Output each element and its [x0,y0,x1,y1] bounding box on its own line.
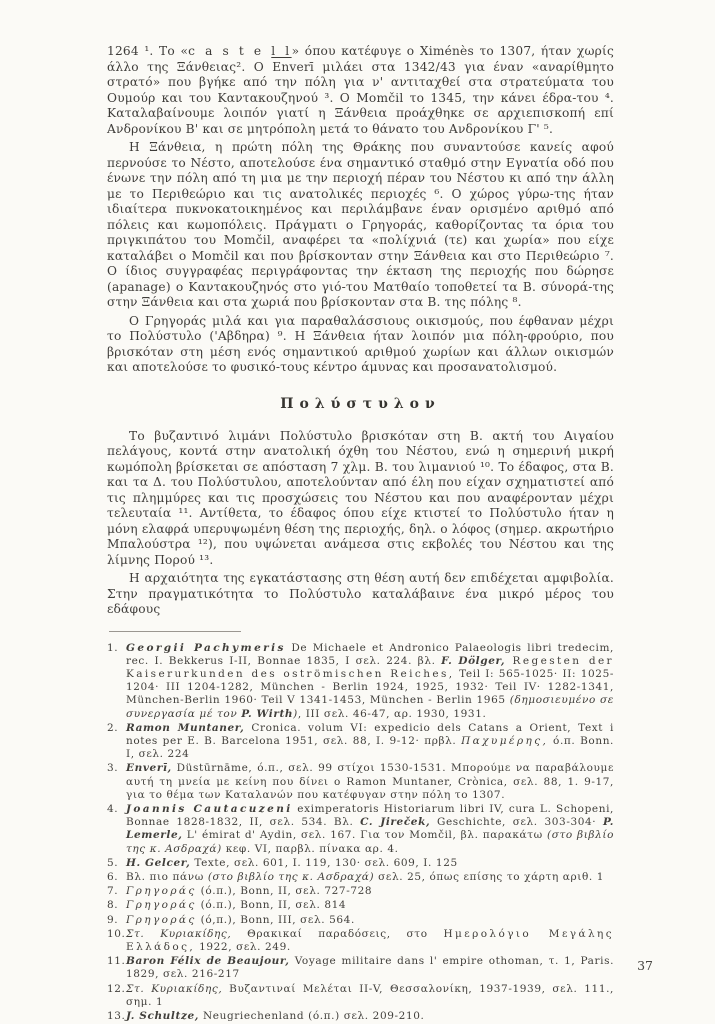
footnote [107,885,614,898]
footnote [107,857,614,870]
footnote-number: 6. [107,870,119,883]
section-heading: Πολύστυλον [280,395,441,412]
footnote [107,914,614,927]
footnote [107,899,614,912]
footnote [107,803,614,856]
footnote-number: 7. [107,885,119,898]
footnote [107,871,614,884]
footnote-number: 13. [107,1009,126,1022]
footnote-separator [109,631,241,632]
footnote-number: 3. [107,762,119,775]
footnote-text: Ramon Muntaner, Cronica. volum VI: expedicio dels Catans a Orient, Text i notes per E. B. Barcelona 1951, σελ. 88, I. 9-12· πρβλ. Παχυμέρης, ό.π. Bonn. I, σελ. 224 [126,721,614,761]
paragraph: Το βυζαντινό λιμάνι Πολύστυλο βρισκόταν στη Β. ακτή του Αιγαίου πελάγους, κοντά στην ανατολική όχθη του Νέστου, ενώ η σημερινή μικρή κωμόπολη βρίσκεται σε απόσταση 7 χλμ. Β. του λιμανιού ¹⁰. Το έδαφος, στα Β. και τα Δ. του Πολύστυλου, αποτελούνταν από έλη που είχαν σχηματιστεί από τις πλημμύρες και τις προσχώσεις του Νέστου και που αναφέρονταν μέχρι τελευταία ¹¹. Αντίθετα, το έδαφος όπου είχε κτιστεί το Πολύστυλο ήταν η μόνη ελαφρά υπερυψωμένη θέση της περιοχής, δηλ. ο λόφος (σημερ. ακρωτήριο Μπαλούστρα ¹²), που υψώνεται ανάμεσα στις εκβολές του Νέστου και της λίμνης Πορού ¹³. [107,428,614,567]
footnote [107,928,614,954]
footnote-number: 4. [107,802,119,815]
footnote-text: Στ. Κυριακίδης, Θρακικαί παραδόσεις, στο Ημερολόγιο Μεγάλης Ελλάδος, 1922, σελ. 249. [126,927,614,953]
footnotes-block [107,642,614,1024]
footnote-text: Enverī, Düstūrnāme, ό.π., σελ. 99 στίχοι 1530-1531. Μπορούμε να παραβάλουμε αυτή τη μνεία με κείνη που δίνει ο Ramon Muntaner, Crònica, σελ. 88, 1. 9-17, για το θέμα των Καταλανών που κατέφυγαν στην πόλη το 1307. [126,762,614,801]
paragraph: Η αρχαιότητα της εγκατάστασης στη θέση αυτή δεν επιδέχεται αμφιβολία. Στην πραγματικότητα το Πολύστυλο καταλάβαινε ένα μικρό μέρος του εδάφους [107,571,614,616]
footnote-text: Βλ. πιο πάνω (στο βιβλίο της κ. Ασδραχά) σελ. 25, όπως επίσης το χάρτη αριθ. 1 [126,870,605,883]
footnote [107,642,614,721]
body-text-section [107,429,614,618]
footnote-number: 5. [107,856,119,869]
footnote [107,722,614,762]
footnote-text: Στ. Κυριακίδης, Βυζαντιναί Μελέται ΙΙ-V, Θεσσαλονίκη, 1937-1939, σελ. 111., σημ. 1 [126,982,614,1008]
paragraph: Ο Γρηγοράς μιλά και για παραθαλάσσιους οικισμούς, που έφθαναν μέχρι το Πολύστυλο ('Αβδηρα) ⁹. Η Ξάνθεια ήταν λοιπόν μια πόλη-φρούριο, που βρισκόταν στη μέση ενός σημαντικού αριθμού χωρίων και άλλων οικισμών και αποτελούσε το φυσικό-τους κέντρο άμυνας και προσανατολισμού. [107,313,614,374]
paragraph: Η Ξάνθεια, η πρώτη πόλη της Θράκης που συναντούσε κανείς αφού περνούσε το Νέστο, αποτελούσε ένα σημαντικό σταθμό στην Εγνατία οδό που ένωνε την πόλη από τη μια με την περιοχή πέραν του Νέστου κι από την άλλη με το Περιθεώριο και τις ανατολικές περιοχές ⁶. Ο χώρος γύρω-της ήταν ιδιαίτερα πυκνοκατοικημένος και περιλάμβανε έναν ορισμένο αριθμό από πόλεις και κωμοπόλεις. Πράγματι ο Γρηγοράς, καθορίζοντας τα όρια του πριγκιπάτου του Momčil, αναφέρει τα «πολίχνιά (τε) και χωρία» που είχε καταλάβει ο Momčil και που βρίσκονταν στην Ξάνθεια και στο Περιθεώριο ⁷. Ο ίδιος συγγραφέας περιγράφοντας την έκταση της περιοχής που δώρησε (apanage) ο Καντακουζηνός στο γιό-του Ματθαίο τοποθετεί τα Β. σύνορά-της στην Ξάνθεια και στα χωριά που βρίσκονταν στα Β. της πόλης ⁸. [107,140,614,309]
footnote-text: Baron Félix de Beaujour, Voyage militaire dans l' empire othoman, τ. 1, Paris. 1829, σελ. 216-217 [126,955,615,981]
footnote-text: H. Gelcer, Texte, σελ. 601, I. 119, 130· σελ. 609, I. 125 [126,856,458,869]
footnote-text: J. Schultze, Neugriechenland (ό.π.) σελ. 209-210. [126,1009,425,1022]
footnote-number: 10. [107,927,126,940]
footnote-number: 12. [107,982,126,995]
footnote-number: 1. [107,641,119,654]
body-text-intro [107,44,614,376]
footnote-text: Γρηγοράς (ό.π.), Bonn, II, σελ. 727-728 [126,885,373,898]
page-content [107,44,614,1024]
footnote-number: 2. [107,721,119,734]
page-number: 37 [637,958,653,973]
footnote-text: Γρηγοράς (ό,π.), Bonn, III, σελ. 564. [126,913,355,926]
paragraph: 1264 ¹. Το «c a s t e l l» όπου κατέφυγε ο Ximénès το 1307, ήταν χωρίς άλλο της Ξάνθειας². Ο Enverī μιλάει στα 1342/43 για έναν «αναρίθμητο στρατό» που βγήκε από την πόλη για ν' αντιταχθεί στα στρατεύματα του Ουμούρ και του Καντακουζηνού ³. Ο Momčil το 1345, την κάνει έδρα-του ⁴. Καταλαβαίνουμε λοιπόν γιατί η Ξάνθεια προάχθηκε σε αρχιεπισκοπή επί Ανδρονίκου Β' και σε μητρόπολη μετά το θάνατο του Ανδρονίκου Γ' ⁵. [107,44,615,136]
footnote-text: Georgii Pachymeris De Michaele et Andronico Palaeologis libri tredecim, rec. I. Bekkerus I-II, Bonnae 1835, I σελ. 224. βλ. F. Dölger, Regesten der Kaiserurkunden des oströmischen Reiches, Teil I: 565-1025· II: 1025-1204· III 1204-1282, München - Berlin 1924, 1925, 1932· Teil IV· 1282-1341, München-Berlin 1960· Teil V 1341-1453, München - Berlin 1965 (δημοσιευμένο σε συνεργασία μέ τον P. Wirth), III σελ. 46-47, αρ. 1930, 1931. [126,641,614,720]
footnote-text: Joannis Cautacuzeni eximperatoris Historiarum libri IV, cura L. Schopeni, Bonnae 1828-1832, II, σελ. 534. Βλ. C. Jireček, Geschichte, σελ. 303-304· P. Lemerle, L' émirat d' Aydin, σελ. 167. Για τον Momčil, βλ. παρακάτω (στο βιβλίο της κ. Ασδραχά) κεφ. VI, παρβλ. πίνακα αρ. 4. [126,802,615,855]
footnote-number: 8. [107,899,119,912]
footnote-number: 9. [107,913,119,926]
footnote [107,955,614,981]
footnote-number: 11. [107,955,126,968]
footnote [107,983,614,1009]
footnote [107,1010,614,1023]
footnote [107,762,614,802]
footnote-text: Γρηγοράς (ό.π.), Bonn, II, σελ. 814 [126,899,347,912]
